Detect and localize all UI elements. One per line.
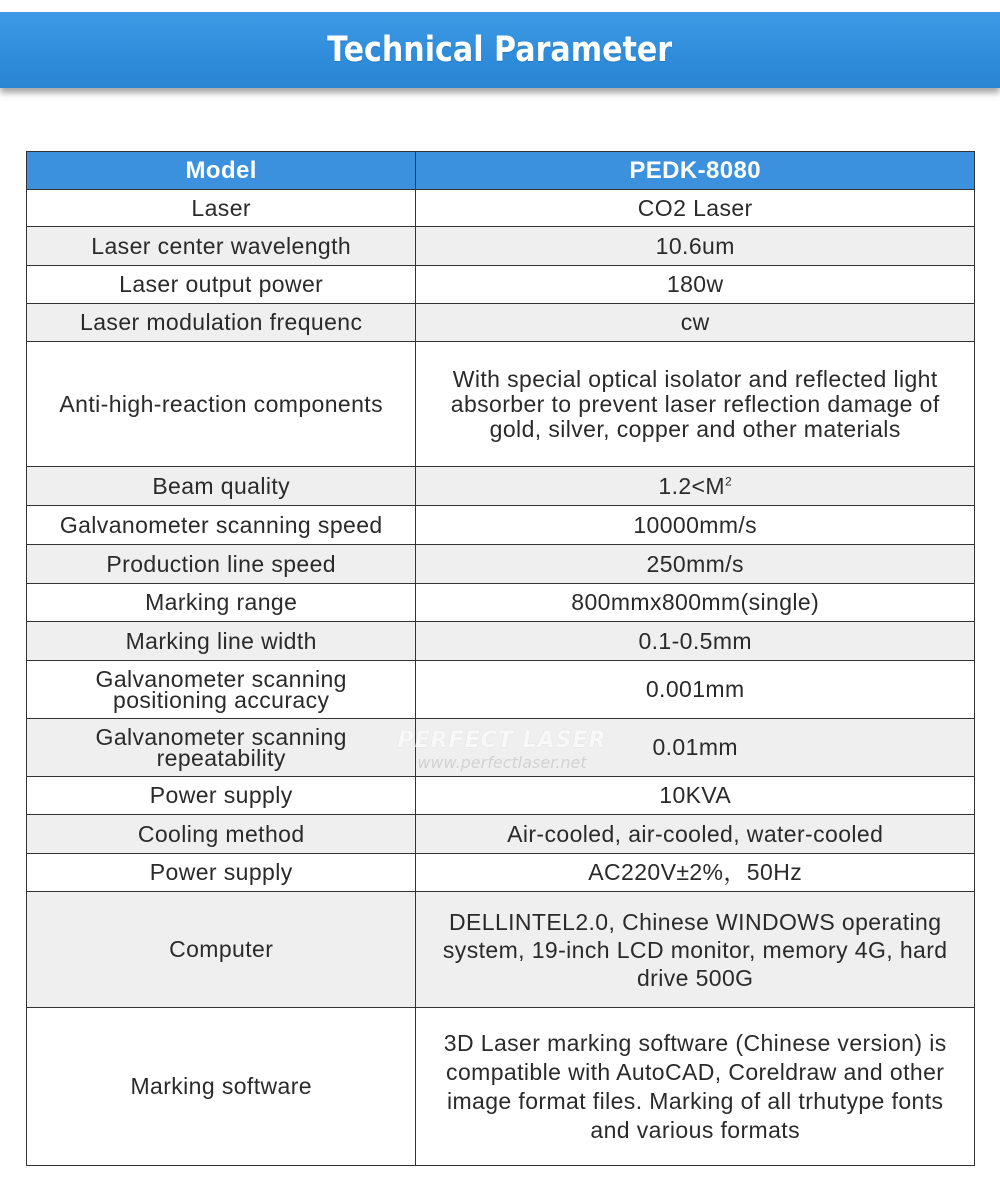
param-label: Marking line width	[27, 622, 416, 661]
param-value: Air-cooled, air-cooled, water-cooled	[416, 815, 975, 854]
param-label: Computer	[27, 892, 416, 1008]
param-value: DELLINTEL2.0, Chinese WINDOWS operating system, 19-inch LCD monitor, memory 4G, hard drive 500G	[416, 892, 975, 1008]
param-label: Laser	[27, 190, 416, 227]
param-value: 3D Laser marking software (Chinese version) is compatible with AutoCAD, Coreldraw and other image format files. Marking of all trhutype fonts and various formats	[416, 1008, 975, 1166]
param-value: 800mmx800mm(single)	[416, 584, 975, 622]
table-row	[27, 892, 975, 1008]
param-value	[416, 467, 975, 506]
table-row	[27, 266, 975, 304]
param-label: Power supply	[27, 777, 416, 815]
table-row	[27, 661, 975, 719]
param-value: 10KVA	[416, 777, 975, 815]
param-value: 0.001mm	[416, 661, 975, 719]
table-row	[27, 1008, 975, 1166]
param-label: Galvanometer scanning repeatability	[27, 719, 416, 777]
param-label: Production line speed	[27, 545, 416, 584]
beam-quality-value: 1.2<M	[658, 472, 725, 499]
param-value: 0.01mm	[416, 719, 975, 777]
param-value: 180w	[416, 266, 975, 304]
param-label: Galvanometer scanning positioning accuracy	[27, 661, 416, 719]
table-row	[27, 815, 975, 854]
param-value: cw	[416, 304, 975, 342]
table-row	[27, 467, 975, 506]
table-row	[27, 506, 975, 545]
param-value: CO2 Laser	[416, 190, 975, 227]
table-row	[27, 190, 975, 227]
param-label: Galvanometer scanning speed	[27, 506, 416, 545]
header-value-cell: PEDK-8080	[416, 152, 975, 190]
page-title: Technical Parameter	[327, 30, 673, 70]
watermark-brand: PERFECT LASER	[397, 728, 607, 753]
table-row	[27, 304, 975, 342]
param-label: Beam quality	[27, 467, 416, 506]
param-label: Marking range	[27, 584, 416, 622]
header-label-cell: Model	[27, 152, 416, 190]
param-label: Laser center wavelength	[27, 227, 416, 266]
param-value: With special optical isolator and reflected light absorber to prevent laser reflection damage of gold, silver, copper and other materials	[416, 342, 975, 467]
param-label: Marking software	[27, 1008, 416, 1166]
param-value: 10.6um	[416, 227, 975, 266]
param-value: AC220V±2%，50Hz	[416, 854, 975, 892]
param-label: Power supply	[27, 854, 416, 892]
table-row	[27, 227, 975, 266]
param-label: Cooling method	[27, 815, 416, 854]
table-row	[27, 622, 975, 661]
table-row	[27, 719, 975, 777]
table-row	[27, 584, 975, 622]
table-row	[27, 854, 975, 892]
table-row	[27, 545, 975, 584]
table-row	[27, 342, 975, 467]
param-value: 0.1-0.5mm	[416, 622, 975, 661]
table-row	[27, 777, 975, 815]
table-header-row	[27, 152, 975, 190]
title-banner	[0, 12, 1000, 88]
param-label: Laser modulation frequenc	[27, 304, 416, 342]
param-value: 250mm/s	[416, 545, 975, 584]
beam-quality-superscript: 2	[724, 473, 733, 488]
watermark-url: www.perfectlaser.net	[417, 753, 587, 772]
param-label: Anti-high-reaction components	[27, 342, 416, 467]
parameter-table	[26, 151, 975, 1166]
param-value: 10000mm/s	[416, 506, 975, 545]
param-label: Laser output power	[27, 266, 416, 304]
